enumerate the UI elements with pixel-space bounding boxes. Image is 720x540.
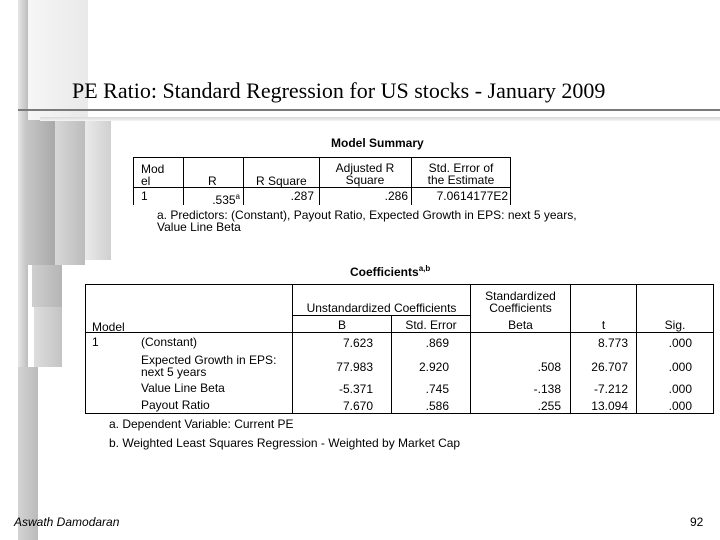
coefficients-title-sup: a,b — [418, 264, 431, 273]
decor-bar-4 — [55, 120, 85, 265]
page-number: 92 — [690, 515, 704, 529]
ms-header-adj-1: Adjusted R — [335, 161, 395, 175]
table-row-se: .869 — [425, 336, 449, 350]
model-summary-table — [133, 157, 511, 205]
table-row-b: -5.371 — [338, 382, 373, 396]
ms-header-r-square: R Square — [256, 174, 307, 188]
ms-header-adj-2: Square — [345, 173, 385, 187]
coefficients-title-wrap — [350, 264, 430, 279]
table-row-beta: -.138 — [533, 382, 561, 396]
table-row-name: Value Line Beta — [141, 381, 225, 395]
coef-header-std-1: Standardized — [485, 289, 556, 303]
table-row-t: -7.212 — [593, 382, 628, 396]
ms-row-r-square: .287 — [290, 189, 314, 203]
ms-row-model: 1 — [141, 189, 148, 203]
ms-row-std-error: 7.0614177E2 — [436, 189, 508, 203]
model-summary-title: Model Summary — [331, 136, 424, 150]
table-row-beta: .508 — [537, 360, 561, 374]
ms-header-se-2: the Estimate — [427, 173, 495, 187]
coef-note-b: b. Weighted Least Squares Regression - Weighted by Market Cap — [109, 436, 461, 450]
table-row-b: 77.983 — [336, 360, 373, 374]
table-row-name2: next 5 years — [141, 365, 207, 379]
coef-header-std-2: Coefficients — [489, 301, 552, 315]
ms-row-r: .535 — [212, 193, 236, 207]
table-row-b: 7.670 — [342, 399, 373, 413]
decor-bar-5 — [85, 120, 111, 260]
table-row-name: Expected Growth in EPS: — [141, 353, 277, 367]
ms-row-adj-r-square: .286 — [384, 189, 408, 203]
table-row-beta: .255 — [537, 399, 561, 413]
ms-header-model-1: Mod — [141, 162, 165, 176]
decor-bar-7 — [34, 307, 62, 367]
ms-header-r: R — [208, 174, 217, 188]
coef-note-a: a. Dependent Variable: Current PE — [109, 417, 294, 431]
table-row-se: .745 — [425, 382, 449, 396]
coefficients-table — [85, 284, 714, 414]
coef-header-b: B — [337, 318, 346, 332]
coef-header-std-error: Std. Error — [405, 318, 457, 332]
table-row-se: .586 — [425, 399, 449, 413]
ms-note-line2: Value Line Beta — [157, 220, 241, 234]
coef-header-beta: Beta — [508, 318, 533, 332]
coef-header-t: t — [601, 318, 606, 332]
table-row-t: 13.094 — [591, 399, 628, 413]
table-row-name: Payout Ratio — [141, 398, 210, 412]
ms-header-model-2: el — [141, 174, 151, 188]
decor-bar-6 — [32, 265, 62, 307]
ms-row-r-sup: a — [235, 192, 240, 201]
title-rule-shadow — [40, 117, 720, 121]
coef-model-number: 1 — [92, 335, 99, 349]
table-row-sig: .000 — [668, 360, 692, 374]
coef-header-sig: Sig. — [664, 318, 686, 332]
table-row-b: 7.623 — [342, 336, 373, 350]
coef-header-unstd: Unstandardized Coefficients — [306, 301, 457, 315]
table-row-t: 26.707 — [591, 360, 628, 374]
table-row-sig: .000 — [668, 336, 692, 350]
table-row-se: 2.920 — [418, 360, 449, 374]
table-row-sig: .000 — [668, 399, 692, 413]
footer-author: Aswath Damodaran — [14, 515, 120, 529]
ms-note-line1: a. Predictors: (Constant), Payout Ratio, Expected Growth in EPS: next 5 years, — [157, 208, 577, 222]
decor-bar-3 — [25, 120, 55, 265]
ms-row-r-cell — [184, 190, 240, 207]
coefficients-title: Coefficients — [350, 265, 419, 279]
coef-header-model: Model — [92, 320, 125, 334]
table-row-t: 8.773 — [597, 336, 628, 350]
ms-header-se-1: Std. Error of — [428, 161, 494, 175]
slide-title: PE Ratio: Standard Regression for US stocks - January 2009 — [72, 78, 606, 103]
table-row-name: (Constant) — [141, 335, 198, 349]
title-rule — [18, 109, 720, 111]
table-row-sig: .000 — [668, 382, 692, 396]
